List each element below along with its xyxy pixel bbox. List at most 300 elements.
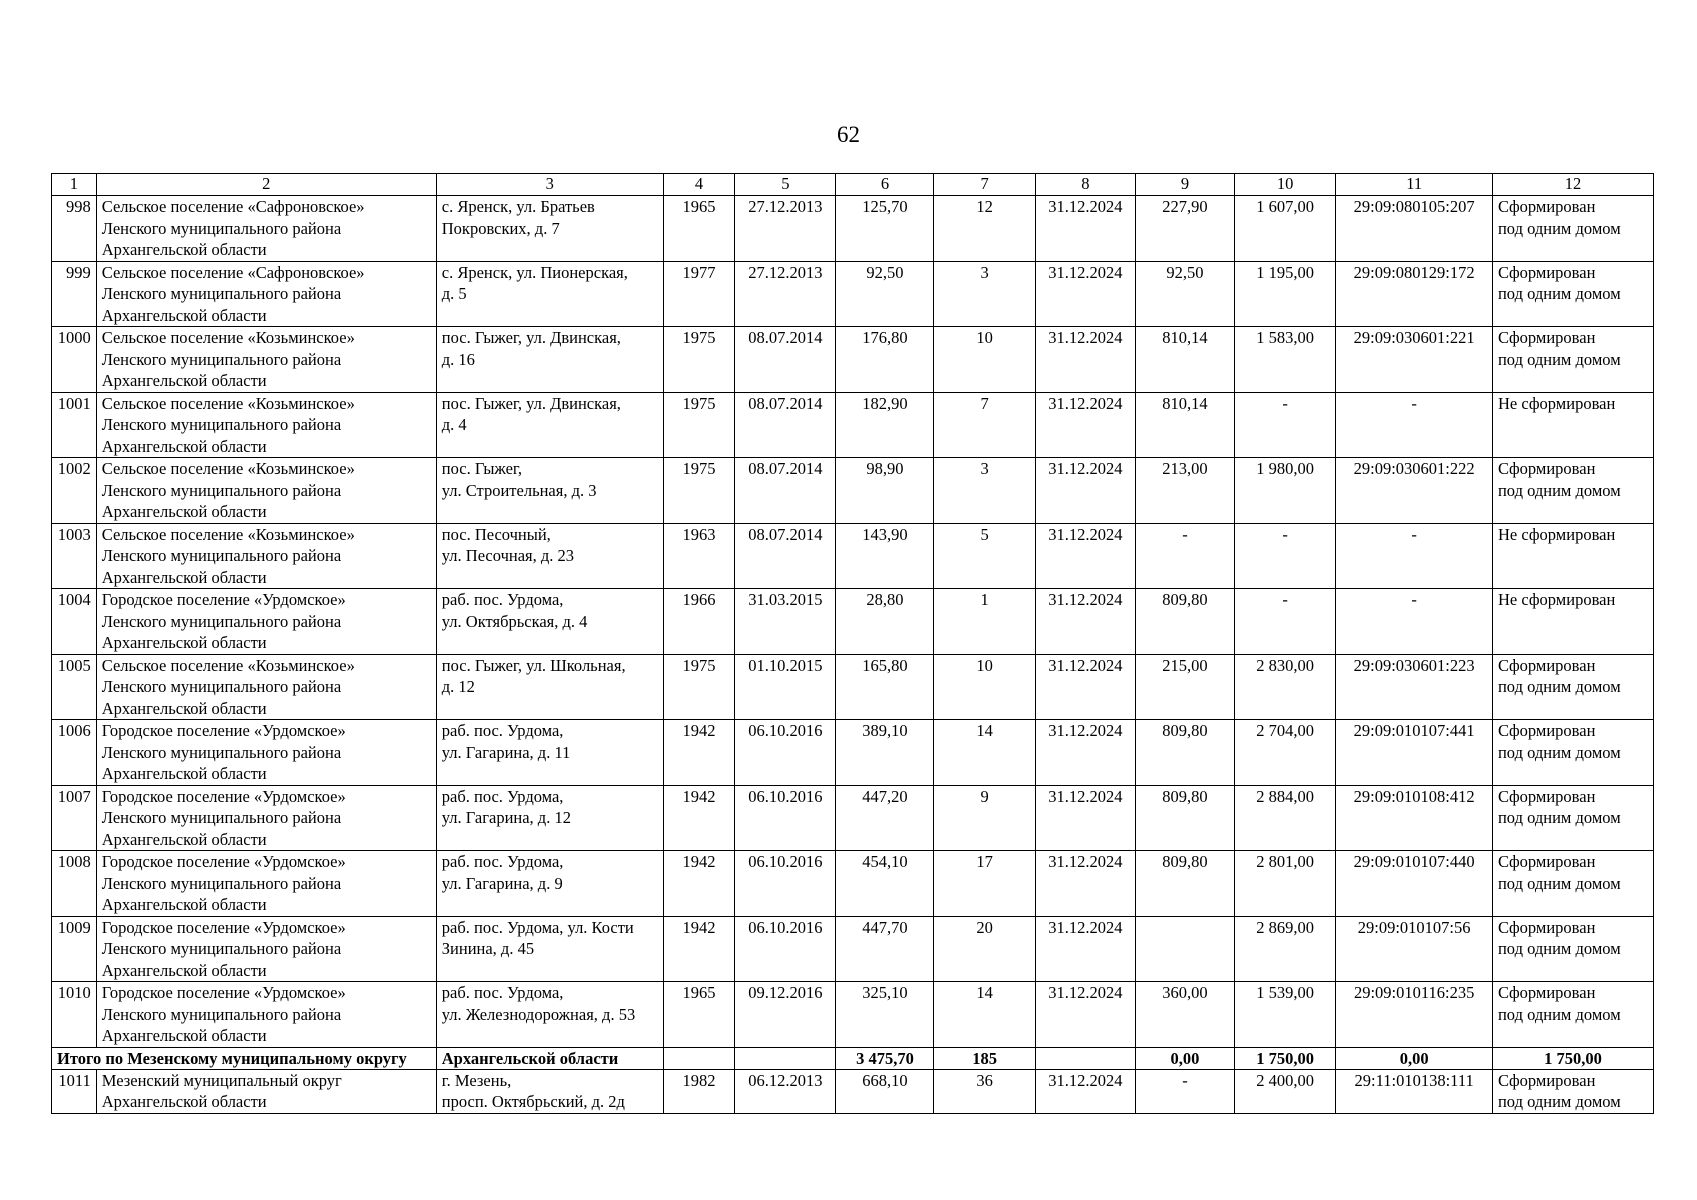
cadastral-cell: 29:09:010107:441	[1336, 720, 1493, 786]
row-number: 1011	[52, 1069, 97, 1113]
area-cell: 92,50	[836, 261, 934, 327]
address-cell	[436, 720, 663, 786]
address-cell	[436, 327, 663, 393]
deadline-cell: 31.12.2024	[1035, 261, 1135, 327]
table-row	[52, 327, 1654, 393]
municipality-cell	[96, 261, 436, 327]
address-cell	[436, 785, 663, 851]
column-number-9: 9	[1135, 174, 1234, 196]
table-row	[52, 982, 1654, 1048]
col9-cell: 809,80	[1135, 720, 1234, 786]
area-cell: 143,90	[836, 523, 934, 589]
column-number-5: 5	[735, 174, 836, 196]
cell-line: Городское поселение «Урдомское»	[101, 721, 346, 740]
status-cell	[1492, 196, 1653, 262]
column-number-8: 8	[1035, 174, 1135, 196]
table-row	[52, 261, 1654, 327]
table-row	[52, 458, 1654, 524]
municipality-cell	[96, 589, 436, 655]
status-cell	[1492, 327, 1653, 393]
total-col10: 1 750,00	[1235, 1047, 1336, 1069]
cell-line: под одним домом	[1497, 349, 1621, 369]
year-cell: 1975	[663, 392, 734, 458]
cell-line: под одним домом	[1497, 873, 1621, 893]
status-cell	[1492, 261, 1653, 327]
status-cell	[1492, 916, 1653, 982]
residents-cell: 9	[934, 785, 1035, 851]
table-row	[52, 196, 1654, 262]
row-number: 1010	[52, 982, 97, 1048]
cell-line: ул. Песочная, д. 23	[441, 546, 575, 565]
cell-line: Сельское поселение «Козьминское»	[101, 393, 355, 413]
date-cell: 08.07.2014	[735, 523, 836, 589]
total-empty	[735, 1047, 836, 1069]
municipality-cell	[96, 1069, 436, 1113]
cell-line: Покровских, д. 7	[441, 218, 560, 238]
cell-line: с. Яренск, ул. Братьев	[441, 197, 595, 216]
cell-line: Ленского муниципального района	[101, 415, 342, 434]
column-number-row	[52, 174, 1654, 196]
address-cell	[436, 261, 663, 327]
cell-line: Городское поселение «Урдомское»	[101, 852, 346, 871]
deadline-cell: 31.12.2024	[1035, 523, 1135, 589]
cell-line: Не сформирован	[1497, 524, 1616, 544]
cell-line: под одним домом	[1497, 939, 1621, 958]
cell-line: раб. пос. Урдома,	[441, 786, 564, 806]
date-cell: 06.10.2016	[735, 916, 836, 982]
date-cell: 08.07.2014	[735, 392, 836, 458]
municipality-cell	[96, 785, 436, 851]
cell-line: под одним домом	[1497, 677, 1621, 696]
cell-line: Не сформирован	[1497, 393, 1616, 413]
area-cell: 325,10	[836, 982, 934, 1048]
deadline-cell: 31.12.2024	[1035, 916, 1135, 982]
residents-cell: 14	[934, 982, 1035, 1048]
col9-cell: 809,80	[1135, 589, 1234, 655]
cadastral-cell: -	[1336, 589, 1493, 655]
cell-line: ул. Гагарина, д. 11	[441, 742, 571, 762]
col9-cell: 809,80	[1135, 851, 1234, 917]
year-cell: 1977	[663, 261, 734, 327]
cell-line: Городское поселение «Урдомское»	[101, 590, 346, 609]
cell-line: под одним домом	[1497, 742, 1621, 762]
cell-line: Архангельской области	[101, 305, 267, 325]
col10-cell: 2 869,00	[1235, 916, 1336, 982]
column-number-10: 10	[1235, 174, 1336, 196]
year-cell: 1963	[663, 523, 734, 589]
col9-cell	[1135, 916, 1234, 982]
cadastral-cell: 29:09:010107:56	[1336, 916, 1493, 982]
date-cell: 27.12.2013	[735, 196, 836, 262]
cell-line: Сельское поселение «Козьминское»	[101, 655, 355, 675]
cell-line: г. Мезень,	[441, 1070, 512, 1090]
cell-line: Архангельской области	[101, 960, 267, 980]
cell-line: Архангельской области	[101, 240, 267, 259]
table-row	[52, 654, 1654, 720]
cadastral-cell: 29:09:030601:221	[1336, 327, 1493, 393]
cell-line: Сформирован	[1497, 721, 1596, 740]
col9-cell: 360,00	[1135, 982, 1234, 1048]
cell-line: Ленского муниципального района	[101, 742, 342, 762]
cell-line: Архангельской области	[101, 633, 267, 652]
address-cell	[436, 523, 663, 589]
municipality-cell	[96, 982, 436, 1048]
status-cell	[1492, 785, 1653, 851]
year-cell: 1982	[663, 1069, 734, 1113]
address-cell	[436, 458, 663, 524]
cell-line: раб. пос. Урдома,	[441, 983, 564, 1002]
area-cell: 125,70	[836, 196, 934, 262]
cadastral-cell: 29:09:080105:207	[1336, 196, 1493, 262]
total-area: 3 475,70	[836, 1047, 934, 1069]
address-cell	[436, 589, 663, 655]
municipality-cell	[96, 916, 436, 982]
year-cell: 1965	[663, 982, 734, 1048]
residents-cell: 12	[934, 196, 1035, 262]
col10-cell: 1 583,00	[1235, 327, 1336, 393]
table-row	[52, 916, 1654, 982]
status-cell	[1492, 851, 1653, 917]
row-number: 1003	[52, 523, 97, 589]
residents-cell: 14	[934, 720, 1035, 786]
cell-line: Архангельской области	[101, 1092, 267, 1111]
col9-cell: 92,50	[1135, 261, 1234, 327]
cell-line: Ленского муниципального района	[101, 218, 342, 238]
cell-line: Сформирован	[1497, 1070, 1596, 1090]
cell-line: ул. Октябрьская, д. 4	[441, 611, 588, 631]
row-number: 1001	[52, 392, 97, 458]
year-cell: 1975	[663, 458, 734, 524]
col10-cell: -	[1235, 392, 1336, 458]
col10-cell: 2 400,00	[1235, 1069, 1336, 1113]
area-cell: 98,90	[836, 458, 934, 524]
cell-line: ул. Гагарина, д. 9	[441, 873, 563, 893]
area-cell: 447,70	[836, 916, 934, 982]
year-cell: 1965	[663, 196, 734, 262]
cell-line: под одним домом	[1497, 480, 1621, 500]
address-cell	[436, 392, 663, 458]
cadastral-cell: -	[1336, 392, 1493, 458]
status-cell	[1492, 589, 1653, 655]
deadline-cell: 31.12.2024	[1035, 785, 1135, 851]
date-cell: 08.07.2014	[735, 458, 836, 524]
col10-cell: 1 980,00	[1235, 458, 1336, 524]
residents-cell: 3	[934, 261, 1035, 327]
cell-line: пос. Песочный,	[441, 524, 551, 544]
deadline-cell: 31.12.2024	[1035, 982, 1135, 1048]
row-number: 998	[52, 196, 97, 262]
area-cell: 182,90	[836, 392, 934, 458]
cell-line: Ленского муниципального района	[101, 349, 342, 369]
col9-cell: 215,00	[1135, 654, 1234, 720]
col9-cell: 809,80	[1135, 785, 1234, 851]
date-cell: 06.10.2016	[735, 851, 836, 917]
cell-line: раб. пос. Урдома,	[441, 852, 564, 871]
cell-line: Архангельской области	[101, 567, 267, 587]
date-cell: 01.10.2015	[735, 654, 836, 720]
row-number: 999	[52, 261, 97, 327]
status-cell	[1492, 1069, 1653, 1113]
cell-line: Сформирован	[1497, 852, 1596, 871]
cadastral-cell: 29:09:010116:235	[1336, 982, 1493, 1048]
cadastral-cell: 29:09:030601:223	[1336, 654, 1493, 720]
table-row	[52, 785, 1654, 851]
col10-cell: 1 195,00	[1235, 261, 1336, 327]
cell-line: Ленского муниципального района	[101, 873, 342, 893]
column-number-1: 1	[52, 174, 97, 196]
cell-line: Ленского муниципального района	[101, 284, 342, 303]
cell-line: Сформирован	[1497, 655, 1596, 675]
col10-cell: 2 830,00	[1235, 654, 1336, 720]
cell-line: Архангельской области	[101, 698, 267, 718]
cell-line: раб. пос. Урдома, ул. Кости	[441, 917, 634, 937]
address-cell	[436, 916, 663, 982]
column-number-2: 2	[96, 174, 436, 196]
date-cell: 08.07.2014	[735, 327, 836, 393]
cell-line: Ленского муниципального района	[101, 677, 342, 696]
year-cell: 1942	[663, 720, 734, 786]
area-cell: 165,80	[836, 654, 934, 720]
residents-cell: 5	[934, 523, 1035, 589]
row-number: 1000	[52, 327, 97, 393]
col9-cell: -	[1135, 523, 1234, 589]
deadline-cell: 31.12.2024	[1035, 720, 1135, 786]
deadline-cell: 31.12.2024	[1035, 589, 1135, 655]
deadline-cell: 31.12.2024	[1035, 654, 1135, 720]
cell-line: под одним домом	[1497, 808, 1621, 827]
deadline-cell: 31.12.2024	[1035, 196, 1135, 262]
cell-line: пос. Гыжег, ул. Школьная,	[441, 655, 626, 675]
cell-line: Архангельской области	[101, 371, 267, 390]
address-cell	[436, 851, 663, 917]
column-number-6: 6	[836, 174, 934, 196]
col10-cell: -	[1235, 523, 1336, 589]
address-cell	[436, 982, 663, 1048]
address-cell	[436, 196, 663, 262]
col9-cell: 213,00	[1135, 458, 1234, 524]
deadline-cell: 31.12.2024	[1035, 1069, 1135, 1113]
cell-line: Архангельской области	[101, 1026, 267, 1045]
residents-cell: 3	[934, 458, 1035, 524]
cell-line: д. 12	[441, 677, 475, 696]
col10-cell: 2 704,00	[1235, 720, 1336, 786]
deadline-cell: 31.12.2024	[1035, 851, 1135, 917]
residents-cell: 36	[934, 1069, 1035, 1113]
total-col12: 1 750,00	[1492, 1047, 1653, 1069]
year-cell: 1942	[663, 785, 734, 851]
status-cell	[1492, 720, 1653, 786]
cell-line: Сформирован	[1497, 786, 1596, 806]
area-cell: 28,80	[836, 589, 934, 655]
year-cell: 1942	[663, 916, 734, 982]
cell-line: Архангельской области	[101, 764, 267, 783]
cell-line: д. 16	[441, 349, 475, 369]
cadastral-cell: 29:09:030601:222	[1336, 458, 1493, 524]
residents-cell: 10	[934, 327, 1035, 393]
cell-line: д. 5	[441, 284, 467, 303]
cell-line: Зинина, д. 45	[441, 939, 535, 958]
address-cell	[436, 654, 663, 720]
total-col9: 0,00	[1135, 1047, 1234, 1069]
row-number: 1008	[52, 851, 97, 917]
cell-line: Сельское поселение «Козьминское»	[101, 459, 355, 478]
cell-line: Сельское поселение «Козьминское»	[101, 328, 355, 347]
row-number: 1004	[52, 589, 97, 655]
cell-line: ул. Гагарина, д. 12	[441, 808, 571, 827]
cell-line: Сельское поселение «Сафроновское»	[101, 262, 365, 282]
cell-line: д. 4	[441, 415, 467, 434]
residents-cell: 20	[934, 916, 1035, 982]
status-cell	[1492, 523, 1653, 589]
cell-line: Мезенский муниципальный округ	[101, 1070, 342, 1090]
total-residents: 185	[934, 1047, 1035, 1069]
table-row	[52, 1069, 1654, 1113]
municipality-cell	[96, 523, 436, 589]
row-number: 1005	[52, 654, 97, 720]
cell-line: Городское поселение «Урдомское»	[101, 917, 346, 937]
residents-cell: 17	[934, 851, 1035, 917]
row-number: 1007	[52, 785, 97, 851]
column-number-4: 4	[663, 174, 734, 196]
cell-line: раб. пос. Урдома,	[441, 590, 564, 609]
total-label-region: Архангельской области	[436, 1047, 663, 1069]
total-label: Итого по Мезенскому муниципальному округу	[52, 1047, 437, 1069]
cell-line: Сформирован	[1497, 917, 1596, 937]
date-cell: 31.03.2015	[735, 589, 836, 655]
col9-cell: 810,14	[1135, 392, 1234, 458]
cadastral-cell: 29:09:010107:440	[1336, 851, 1493, 917]
table-row	[52, 851, 1654, 917]
col10-cell: 2 801,00	[1235, 851, 1336, 917]
col10-cell: 1 539,00	[1235, 982, 1336, 1048]
cell-line: Ленского муниципального района	[101, 808, 342, 827]
cell-line: Сельское поселение «Сафроновское»	[101, 197, 365, 216]
municipality-cell	[96, 196, 436, 262]
cell-line: Архангельской области	[101, 502, 267, 521]
cell-line: Сельское поселение «Козьминское»	[101, 524, 355, 544]
cell-line: Ленского муниципального района	[101, 546, 342, 565]
cell-line: Архангельской области	[101, 829, 267, 849]
year-cell: 1975	[663, 327, 734, 393]
cell-line: пос. Гыжег, ул. Двинская,	[441, 328, 621, 347]
total-empty	[663, 1047, 734, 1069]
date-cell: 06.10.2016	[735, 720, 836, 786]
deadline-cell: 31.12.2024	[1035, 458, 1135, 524]
column-number-7: 7	[934, 174, 1035, 196]
cell-line: Не сформирован	[1497, 590, 1616, 609]
cell-line: Городское поселение «Урдомское»	[101, 983, 346, 1002]
municipality-cell	[96, 851, 436, 917]
column-number-3: 3	[436, 174, 663, 196]
col9-cell: 227,90	[1135, 196, 1234, 262]
date-cell: 09.12.2016	[735, 982, 836, 1048]
column-number-11: 11	[1336, 174, 1493, 196]
cell-line: с. Яренск, ул. Пионерская,	[441, 262, 628, 282]
cell-line: Ленского муниципального района	[101, 480, 342, 500]
date-cell: 06.10.2016	[735, 785, 836, 851]
deadline-cell: 31.12.2024	[1035, 327, 1135, 393]
municipality-cell	[96, 392, 436, 458]
cell-line: Архангельской области	[101, 895, 267, 914]
area-cell: 389,10	[836, 720, 934, 786]
cell-line: раб. пос. Урдома,	[441, 721, 564, 740]
cadastral-cell: 29:09:010108:412	[1336, 785, 1493, 851]
total-col11: 0,00	[1336, 1047, 1493, 1069]
cell-line: под одним домом	[1497, 1092, 1621, 1111]
cell-line: Сформирован	[1497, 328, 1596, 347]
col9-cell: -	[1135, 1069, 1234, 1113]
table-row	[52, 720, 1654, 786]
cell-line: Городское поселение «Урдомское»	[101, 786, 346, 806]
cell-line: ул. Железнодорожная, д. 53	[441, 1004, 636, 1024]
cell-line: Ленского муниципального района	[101, 611, 342, 631]
cell-line: Сформирован	[1497, 459, 1596, 478]
residents-cell: 7	[934, 392, 1035, 458]
municipality-cell	[96, 654, 436, 720]
cell-line: пос. Гыжег, ул. Двинская,	[441, 393, 621, 413]
row-number: 1009	[52, 916, 97, 982]
date-cell: 06.12.2013	[735, 1069, 836, 1113]
status-cell	[1492, 392, 1653, 458]
table-row	[52, 392, 1654, 458]
row-number: 1002	[52, 458, 97, 524]
year-cell: 1966	[663, 589, 734, 655]
year-cell: 1942	[663, 851, 734, 917]
municipality-cell	[96, 458, 436, 524]
municipality-cell	[96, 327, 436, 393]
registry-table	[51, 173, 1654, 1114]
date-cell: 27.12.2013	[735, 261, 836, 327]
cadastral-cell: 29:11:010138:111	[1336, 1069, 1493, 1113]
cell-line: просп. Октябрьский, д. 2д	[441, 1092, 625, 1111]
area-cell: 447,20	[836, 785, 934, 851]
cadastral-cell: -	[1336, 523, 1493, 589]
cell-line: пос. Гыжег,	[441, 459, 522, 478]
status-cell	[1492, 982, 1653, 1048]
cell-line: Ленского муниципального района	[101, 1004, 342, 1024]
status-cell	[1492, 654, 1653, 720]
cell-line: ул. Строительная, д. 3	[441, 480, 597, 500]
total-empty	[1035, 1047, 1135, 1069]
cell-line: Ленского муниципального района	[101, 939, 342, 958]
area-cell: 668,10	[836, 1069, 934, 1113]
area-cell: 176,80	[836, 327, 934, 393]
total-row	[52, 1047, 1654, 1069]
cadastral-cell: 29:09:080129:172	[1336, 261, 1493, 327]
cell-line: Сформирован	[1497, 197, 1596, 216]
col10-cell: -	[1235, 589, 1336, 655]
col9-cell: 810,14	[1135, 327, 1234, 393]
area-cell: 454,10	[836, 851, 934, 917]
deadline-cell: 31.12.2024	[1035, 392, 1135, 458]
cell-line: под одним домом	[1497, 218, 1621, 238]
municipality-cell	[96, 720, 436, 786]
cell-line: Архангельской области	[101, 436, 267, 456]
residents-cell: 10	[934, 654, 1035, 720]
table-row	[52, 589, 1654, 655]
cell-line: Сформирован	[1497, 983, 1596, 1002]
table-row	[52, 523, 1654, 589]
col10-cell: 1 607,00	[1235, 196, 1336, 262]
address-cell	[436, 1069, 663, 1113]
col10-cell: 2 884,00	[1235, 785, 1336, 851]
status-cell	[1492, 458, 1653, 524]
year-cell: 1975	[663, 654, 734, 720]
cell-line: Сформирован	[1497, 262, 1596, 282]
cell-line: под одним домом	[1497, 1004, 1621, 1024]
residents-cell: 1	[934, 589, 1035, 655]
row-number: 1006	[52, 720, 97, 786]
